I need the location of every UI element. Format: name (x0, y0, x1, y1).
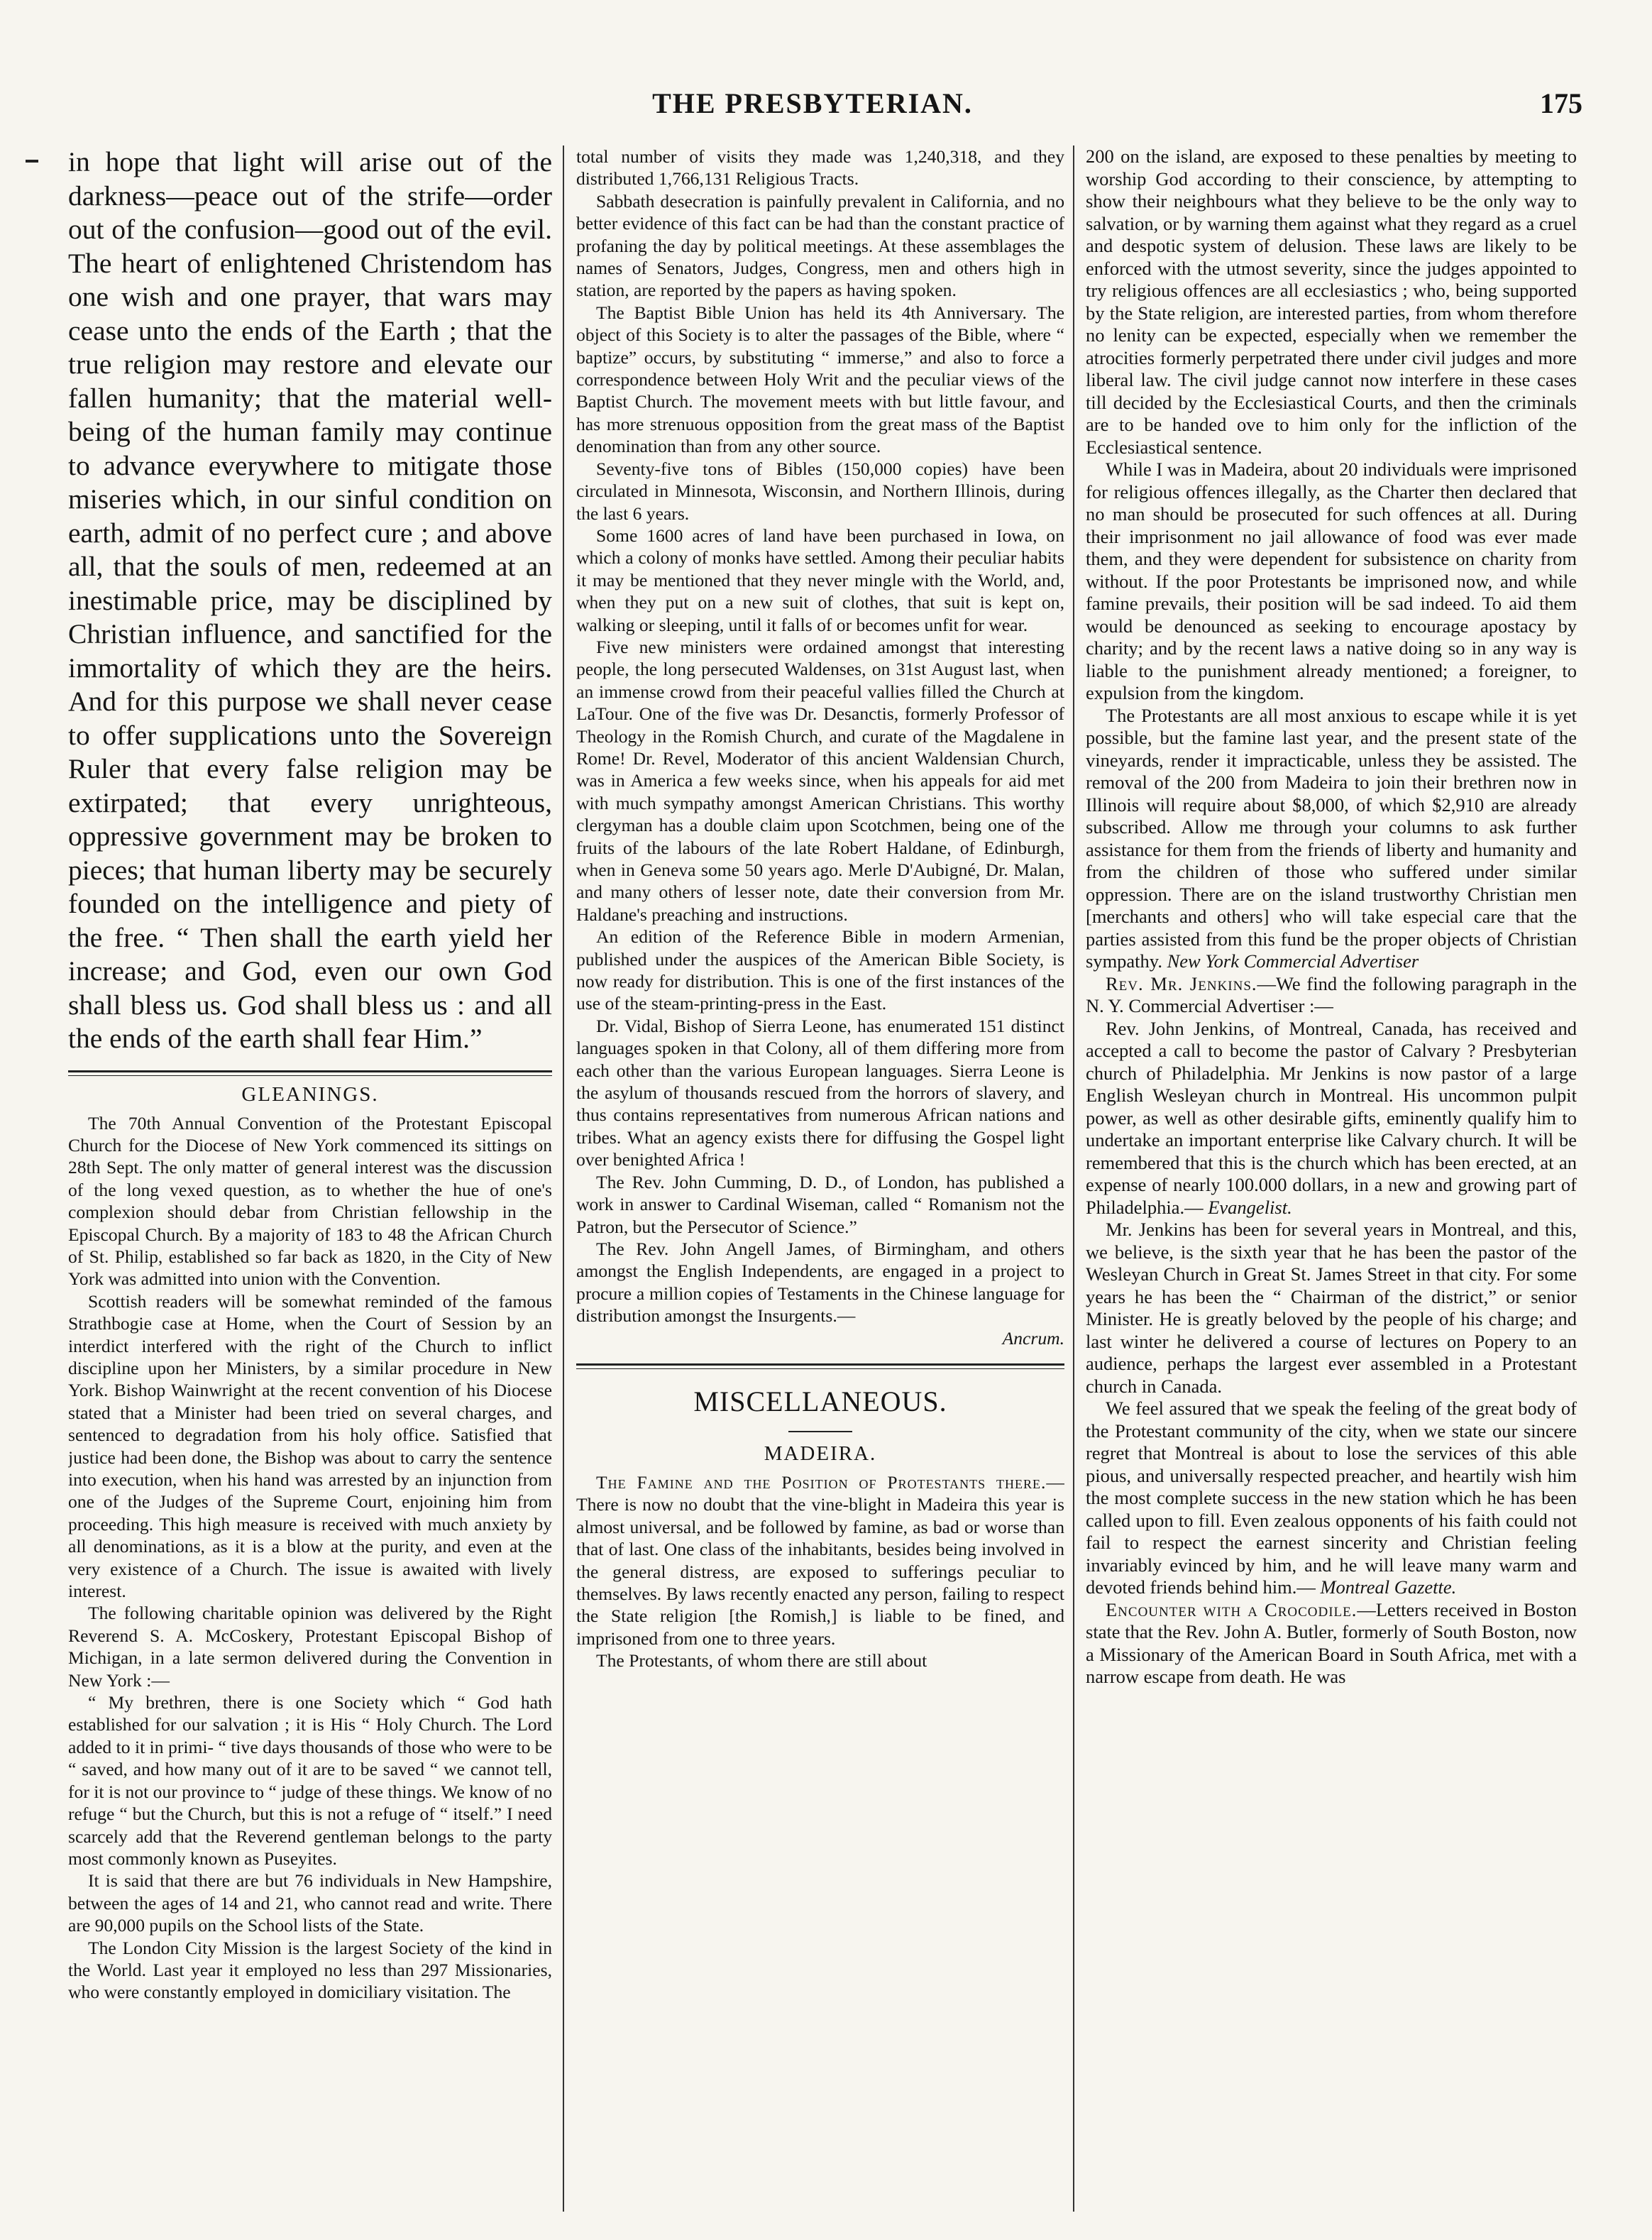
paragraph: Scottish readers will be somewhat reminded of the famous Strathbogie case at Home, when the Court of Session by an interdict interfered with the right of the Church to inflict discipline upon her Ministers, by a similar procedure in New York. Bishop Wainwright at the recent convention of his Diocese stated that a Minister had been tried on several charges, and sentenced to degradation from his holy office. Satisfied that justice had been done, the Bishop was about to carry the sentence into execution, when his hand was arrested by an injunction from one of the Judges of the Supreme Court, enjoining him from proceeding. This high measure is received with much anxiety by all denominations, as it is a blow at the purity, and even at the very existence of a Church. The issue is awaited with lively interest. (68, 1290, 552, 1602)
paragraph (1086, 1018, 1577, 1219)
paragraph: Some 1600 acres of land have been purchased in Iowa, on which a colony of monks have settled. Among their peculiar habits it may be mentioned that they never mingle with the World, and, when they put on a new suit of clothes, that suit is kept on, walking or sleeping, until it falls of or becomes unfit for wear. (576, 525, 1064, 635)
paragraph: The 70th Annual Convention of the Protestant Episcopal Church for the Diocese of New York commenced its sittings on 28th Sept. The only matter of general interest was the discussion of the long vexed question, as to whether the hue of one's complexion should debar from Christian fellowship in the Episcopal Church. By a majority of 183 to 48 the African Church of St. Philip, established so far back as 1820, in the City of New York was admitted into union with the Convention. (68, 1112, 552, 1290)
quoted-paragraph: “ My brethren, there is one Society which “ God hath established for our salvation ; it is His “ Holy Church. The Lord added to it in primi- “ tive days thousands of those who were to be “ saved, and how many out of it are to be saved “ we cannot tell, for it is not our province to “ judge of these things. We know of no refuge “ but the Church, but this is not a refuge of “ itself.” I need scarcely add that the Reverend gentleman belongs to the party most commonly known as Puseyites. (68, 1692, 552, 1869)
paragraph: Dr. Vidal, Bishop of Sierra Leone, has enumerated 151 distinct languages spoken in that Colony, all of them differing more from each other than the various European languages. Sierra Leone is the asylum of thousands rescued from the horrors of slavery, and thus contains representatives from numerous African nations and tribes. What an agency exists there for diffusing the Gospel light over benighted Africa ! (576, 1015, 1064, 1170)
source-attribution: Evangelist. (1208, 1196, 1292, 1218)
paragraph (1086, 1599, 1577, 1689)
paragraph-lead: The Famine and the Position of Protestants there. (596, 1471, 1047, 1493)
paragraph: It is said that there are but 76 individuals in New Hampshire, between the ages of 14 and 21, who cannot read and write. There are 90,000 pupils on the School lists of the State. (68, 1870, 552, 1936)
publication-title: THE PRESBYTERIAN. (652, 87, 973, 119)
margin-mark (26, 160, 38, 163)
paragraph-text: We feel assured that we speak the feeling of the great body of the Protestant community of the city, when we state our sincere regret that Montreal is about to lose the services of this able pious, and universally respected preacher, and heartily wish him the most complete success in the new station which he has been called upon to fill. Even zealous opponents of his faith could not fail to respect the earnest sincerity and Christian feeling invariably evinced by him, and he will leave many warm and devoted friends behind him.— (1086, 1398, 1577, 1598)
paragraph (1086, 705, 1577, 973)
column-1 (68, 146, 552, 2219)
paragraph: Five new ministers were ordained amongst that interesting people, the long persecuted Waldenses, on 31st August last, when an immense crowd from their peaceful vallies filled the Church at LaTour. One of the five was Dr. Desanctis, formerly Professor of Theology in the Romish Church, and curate of the Magdalene in Rome! Dr. Revel, Moderator of this ancient Waldensian Church, was in America a few weeks since, when his appeals for aid met with much sympathy amongst American Christians. This worthy clergyman has a double claim upon Scotchmen, being one of the fruits of the labours of the late Robert Haldane, of Edinburgh, when in Geneva some 50 years ago. Merle D'Aubigné, Dr. Malan, and many others of lesser note, date their conversion from Mr. Haldane's preaching and instructions. (576, 636, 1064, 925)
section-heading-gleanings: GLEANINGS. (241, 1082, 379, 1106)
paragraph-text: The Rev. John Angell James, of Birmingham, and others amongst the English Independents, are engaged in a project to procure a million copies of Testaments in the Chinese language for distribution amongst the Insurgents.— (576, 1238, 1064, 1327)
source-attribution: New York Commercial Advertiser (1167, 950, 1419, 972)
paragraph (1086, 1398, 1577, 1599)
paragraph-text: —There is now no doubt that the vine-blight in Madeira this year is almost universal, and be followed by famine, as bad or worse than that of last. One class of the inhabitants, besides being involved in the general distress, are exposed to sufferings peculiar to themselves. By laws recently enacted any person, failing to respect the State religion [the Romish,] is liable to be fined, and imprisoned from one to three years. (576, 1471, 1064, 1649)
source-attribution: Ancrum. (1002, 1327, 1064, 1349)
paragraph-lead: Encounter with a Crocodile. (1106, 1598, 1358, 1620)
source-attribution: Montreal Gazette. (1320, 1576, 1457, 1598)
section-heading-miscellaneous: MISCELLANEOUS. (693, 1385, 947, 1417)
paragraph-text: Rev. John Jenkins, of Montreal, Canada, has received and accepted a call to become the pastor of Calvary ? Presbyterian church of Philadelphia. Mr Jenkins is now pastor of a large English Wesleyan church in Montreal. His uncommon pulpit power, as well as other desirable gifts, eminently qualify him to undertake an important enterprise like Calvary church. It will be remembered that this is the church which has been erected, at an expense of nearly 100.000 dollars, in a new and growing part of Philadelphia.— (1086, 1017, 1577, 1218)
paragraph: The Protestants, of whom there are still about (596, 1650, 927, 1671)
page-number: 175 (1540, 87, 1582, 119)
paragraph: total number of visits they made was 1,240,318, and they distributed 1,766,131 Religious Tracts. (576, 146, 1064, 190)
section-divider (68, 1070, 552, 1076)
paragraph: The Rev. John Cumming, D. D., of London, has published a work in answer to Cardinal Wiseman, called “ Romanism not the Patron, but the Persecutor of Science.” (576, 1171, 1064, 1237)
paragraph-text: —Letters received in Boston state that the Rev. John A. Butler, formerly of South Boston, now a Missionary of the American Board in South Africa, met with a narrow escape from death. He was (1086, 1598, 1577, 1687)
column-rule (563, 146, 564, 2212)
paragraph: An edition of the Reference Bible in modern Armenian, published under the auspices of the American Bible Society, is now ready for distribution. This is one of the first instances of the use of the steam-printing-press in the East. (576, 926, 1064, 1014)
article-heading-madeira: MADEIRA. (764, 1442, 877, 1465)
paragraph: The London City Mission is the largest Society of the kind in the World. Last year it employed no less than 297 Missionaries, who were constantly employed in domiciliary visitation. The (68, 1937, 552, 2003)
running-head (43, 84, 1582, 126)
paragraph-lead: Rev. Mr. Jenkins. (1106, 972, 1257, 994)
paragraph: While I was in Madeira, about 20 individuals were imprisoned for religious offences illegally, as the Charter then declared that no man should be prosecuted for such offences at all. During their imprisonment no jail allowance of food was ever made them, and they were dependent for subsistence on charity from without. If the poor Protestants be imprisoned now, and while famine prevails, their position will be sad indeed. To aid them would be denounced as seeking to encourage apostacy by charity; and by the recent laws a native doing so in any way is liable to the punishment already mentioned; a foreigner, to expulsion from the kingdom. (1086, 459, 1577, 703)
column-3 (1086, 146, 1577, 2219)
paragraph: The following charitable opinion was delivered by the Right Reverend S. A. McCoskery, Protestant Episcopal Bishop of Michigan, in a late sermon delivered during the Convention in New York :— (68, 1603, 552, 1691)
paragraph (576, 1471, 1064, 1649)
paragraph-text: The Protestants are all most anxious to escape while it is yet possible, but the famine last year, and the present state of the vineyards, render it impracticable, unless they be assisted. The removal of the 200 from Madeira to join their brethren now in Illinois will require about $8,000, of which $2,910 are already subscribed. Allow me through your columns to ask further assistance for them from the friends of liberty and humanity and from the children of those who suffered under similar oppression. There are on the island trustworthy Christian men [merchants and others] who will take especial care that the parties assisted from this fund be the proper objects of Christian sympathy. (1086, 704, 1577, 972)
paragraph: The Baptist Bible Union has held its 4th Anniversary. The object of this Society is to alter the passages of the Bible, where “ baptize” occurs, by substituting “ immerse,” and also to force a correspondence between Holy Writ and the peculiar views of the Baptist Church. The movement meets with but little favour, and has more strenuous opposition from the great mass of the Baptist denomination than from any other source. (576, 302, 1064, 457)
paragraph (1086, 973, 1577, 1018)
paragraph: 200 on the island, are exposed to these penalties by meeting to worship God according to their conscience, by attempting to show their neighbours what they believe to be the only way to salvation, or by warning them against what they regard as a cruel and despotic system of delusion. These laws are likely to be enforced with the utmost severity, since the judges appointed to try religious offences are all ecclesiastics ; who, being supported by the State religion, are interested parties, from whom therefore no lenity can be expected, especially when we remember the atrocities formerly perpetrated there under civil judges and more liberal law. The civil judge cannot now interfere in these cases till decided by the Ecclesiastical Courts, and then the criminals are to be handed ove to him only for the infliction of the Ecclesiastical sentence. (1086, 146, 1577, 458)
column-rule (1073, 146, 1074, 2212)
section-divider (576, 1363, 1064, 1369)
column-2 (576, 146, 1064, 2219)
article-continuation: in hope that light will arise out of the darkness—peace out of the strife—order out of the confusion—good out of the evil. The heart of enlightened Christendom has one wish and one prayer, that wars may cease unto the ends of the Earth ; that the true religion may restore and elevate our fallen humanity; that the material well-being of the human family may continue to advance everywhere to mitigate those miseries which, in our sinful condition on earth, admit of no perfect cure ; and above all, that the souls of men, redeemed at an inestimable price, may be disciplined by Christian influence, and sanctified for the immortality of which they are the heirs. And for this purpose we shall never cease to offer supplications unto the Sovereign Ruler that every false religion may be extirpated; that every unrighteous, oppressive government may be broken to pieces; that human liberty may be securely founded on the intelligence and piety of the free. “ Then shall the earth yield her increase; and God, even our own God shall bless us. God shall bless us : and all the ends of the earth shall fear Him.” (68, 146, 552, 1054)
paragraph: Mr. Jenkins has been for several years in Montreal, and this, we believe, is the sixth year that he has been the pastor of the Wesleyan Church in Great St. James Street in that city. For some years he has been the “ Chairman of the district,” or senior Minister. He is greatly beloved by the people of his charge; and last winter he delivered a course of lectures on Popery to an audience, perhaps the largest ever assembled in a Protestant church in Canada. (1086, 1219, 1577, 1397)
paragraph: Sabbath desecration is painfully prevalent in California, and no better evidence of this fact can be had than the constant practice of profaning the day by political meetings. At these assemblages the names of Senators, Judges, Congress, men and others high in station, are reported by the papers as having spoken. (576, 190, 1064, 301)
paragraph: Seventy-five tons of Bibles (150,000 copies) have been circulated in Minnesota, Wisconsin, and Northern Illinois, during the last 6 years. (576, 458, 1064, 524)
short-divider (788, 1431, 852, 1432)
paragraph-text: —We find the following paragraph in the N. Y. Commercial Advertiser :— (1086, 972, 1577, 1016)
paragraph (576, 1238, 1064, 1349)
